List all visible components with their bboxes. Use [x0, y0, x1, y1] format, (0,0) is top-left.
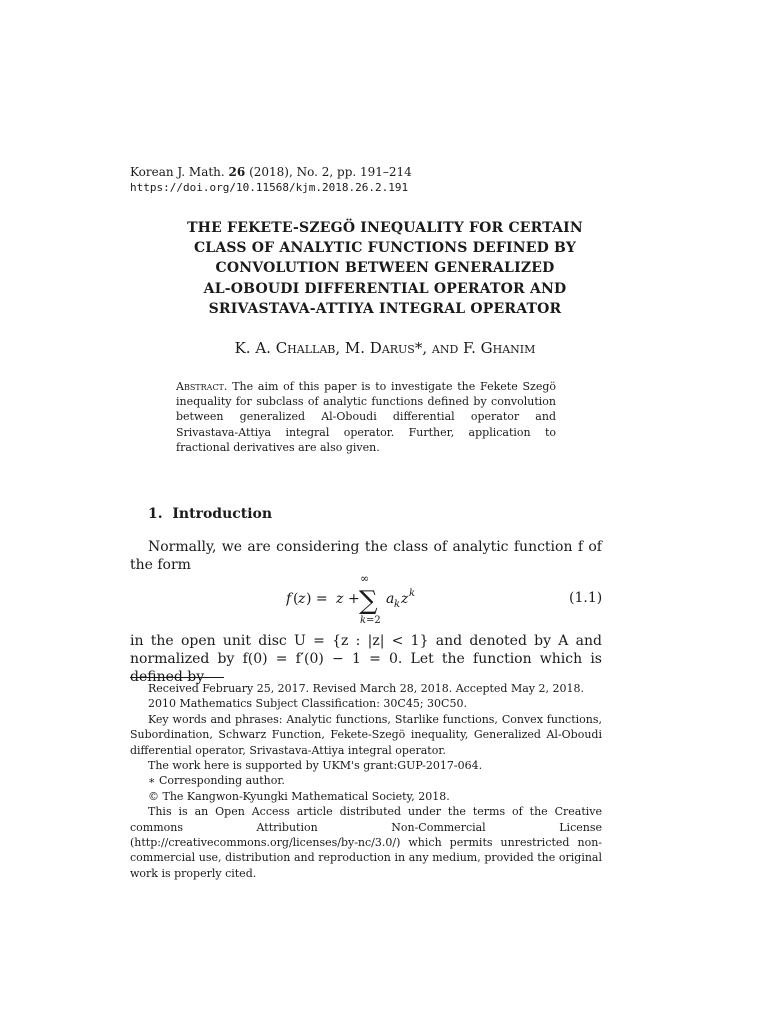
svg-text:a: a	[386, 591, 395, 607]
svg-text:z: z	[401, 591, 409, 607]
svg-text:(: (	[293, 591, 299, 607]
svg-text:) =: ) =	[306, 591, 328, 607]
intro-paragraph-2: in the open unit disc U = {z : |z| < 1} and denoted by A and normalized by f(0) = f′(0) − 1 = 0. Let the function which is defined by	[130, 633, 602, 685]
journal-name: Korean J. Math.	[130, 165, 225, 179]
svg-text:=2: =2	[366, 615, 381, 624]
author-list: K. A. Challab, M. Darus*, and F. Ghanim	[234, 339, 536, 357]
abstract-text: The aim of this paper is to investigate the Fekete Szegö inequality for subclass of analytic functions defined by convolution between generalized Al-Oboudi differential operator and Srivastava-Attiya integral operator. Further, application to fractional derivatives are also given.	[176, 380, 556, 454]
footnote-msc: 2010 Mathematics Subject Classification: 30C45; 30C50.	[148, 697, 467, 711]
paper-title	[130, 218, 640, 319]
title-line: AL-OBOUDI DIFFERENTIAL OPERATOR AND	[203, 280, 567, 297]
footnote-corresponding: ∗ Corresponding author.	[148, 774, 285, 788]
doi-link[interactable]: https://doi.org/10.11568/kjm.2018.26.2.191	[130, 181, 409, 194]
journal-issue: (2018), No. 2, pp. 191–214	[249, 165, 412, 179]
footnote-received: Received February 25, 2017. Revised March 28, 2018. Accepted May 2, 2018.	[148, 682, 584, 695]
footnote-license: This is an Open Access article distributed under the terms of the Creative commons Attribution Non-Commercial License (http://creativecommons.org/licenses/by-nc/3.0/) which permits unrestricted non-commercial use, distribution and reproduction in any medium, provided the original work is properly cited.	[130, 805, 602, 880]
section-number: 1.	[148, 506, 163, 522]
journal-citation	[130, 164, 412, 180]
svg-text:∑: ∑	[359, 586, 378, 616]
section-title: Introduction	[172, 506, 273, 522]
section-heading	[148, 504, 272, 524]
footnotes	[130, 681, 602, 881]
footnote-keywords: Key words and phrases: Analytic functions, Starlike functions, Convex functions, Subordination, Schwarz Function, Fekete-Szegö inequality, Generalized Al-Oboudi differential operator, Srivastava-Attiya integral operator.	[130, 712, 602, 757]
svg-text:k: k	[394, 599, 401, 610]
svg-text:k: k	[360, 615, 367, 624]
svg-text:k: k	[409, 588, 416, 599]
svg-text:+: +	[348, 591, 360, 607]
intro-paragraph-1: Normally, we are considering the class of analytic function f of the form	[130, 539, 602, 573]
title-line: SRIVASTAVA-ATTIYA INTEGRAL OPERATOR	[208, 300, 562, 317]
footnote-grant: The work here is supported by UKM's grant:GUP-2017-064.	[148, 759, 483, 773]
abstract	[176, 379, 556, 455]
svg-text:∞: ∞	[360, 572, 370, 585]
title-line: CLASS OF ANALYTIC FUNCTIONS DEFINED BY	[193, 240, 577, 257]
svg-text:z: z	[298, 591, 306, 607]
journal-volume: 26	[228, 165, 246, 179]
equation-1-1	[286, 572, 606, 624]
footnote-divider	[130, 677, 224, 678]
footnote-copyright: © The Kangwon-Kyungki Mathematical Society, 2018.	[148, 789, 450, 803]
svg-text:f: f	[286, 591, 292, 607]
abstract-label: Abstract.	[176, 380, 228, 393]
title-line: CONVOLUTION BETWEEN GENERALIZED	[215, 260, 555, 277]
title-line: THE FEKETE-SZEGÖ INEQUALITY FOR CERTAIN	[187, 220, 583, 236]
equation-number: (1.1)	[569, 590, 603, 606]
svg-text:z: z	[336, 591, 344, 607]
